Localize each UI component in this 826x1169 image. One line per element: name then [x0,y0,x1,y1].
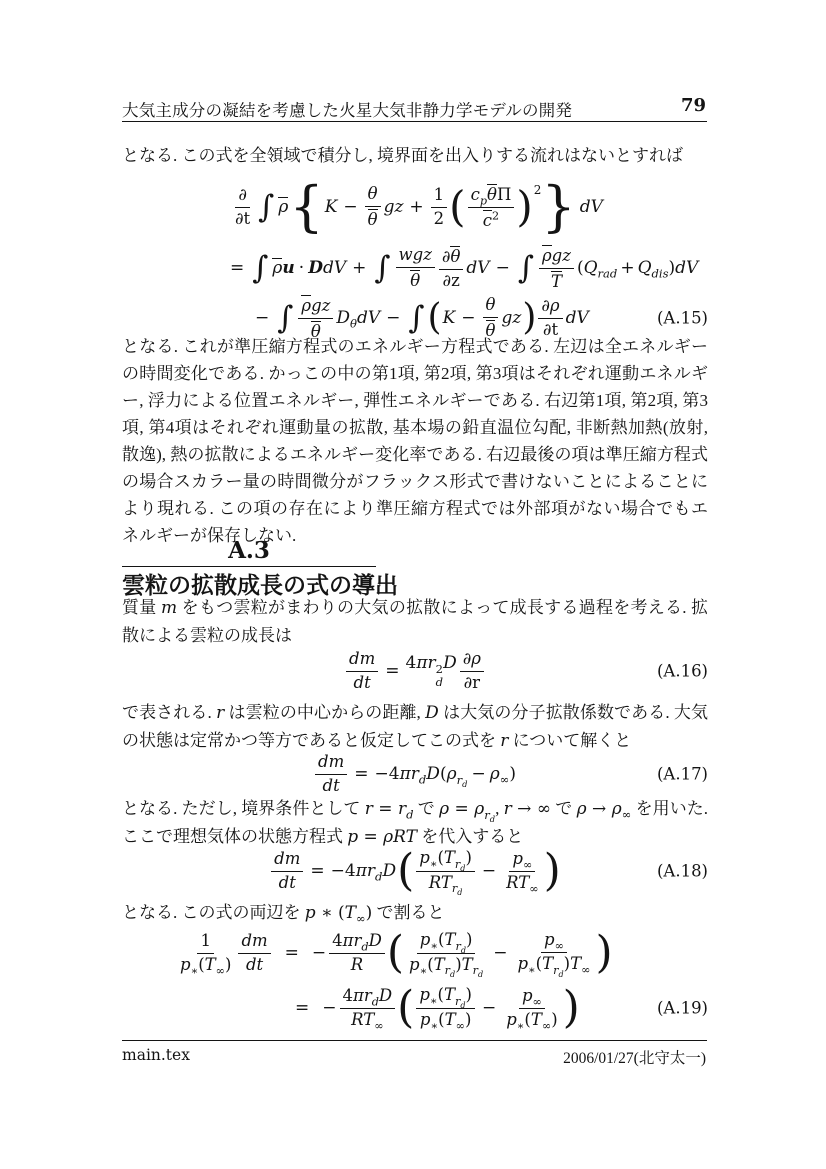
paragraph-text: , [495,799,504,818]
math-symbol: DdV [308,258,347,278]
math-inline: p = ρRT [347,827,418,847]
header-page-number: 79 [680,95,706,116]
math-subscript: ∞ [355,911,366,926]
equation-label-a15: (A.15) [656,308,708,328]
math-fraction: $\frac{p_\infty}{p_∗(T_{r_d})T_\infty}$ [517,930,591,979]
math-symbol: gz [501,308,522,328]
footer-filename: main.tex [122,1046,190,1064]
math-symbol: $D_\theta dV$ [336,308,381,331]
math-operator: − [493,943,508,963]
math-fraction: $\frac{\partial}{\partial t}$ [235,184,251,228]
math-operator: + [409,197,424,217]
paragraph-text: をもつ雲粒がまわりの大気の拡散によって成長する過程を考える. 拡散による雲粒の成長は [122,598,709,645]
equation-a18 [122,843,708,899]
section-title: 雲粒の拡散成長の式の導出 [122,572,398,598]
math-inline: p [304,903,316,923]
equation-a19-line1: $\frac{1}{p_∗(T_\infty)}$ $\frac{dm}{dt}$ = − $\frac{4\pi r_dD}{R}$ ( $\frac{p_∗(T_{r_d})}{p_∗(T_{r_d})T_{r_d}}$ − $\frac{p_\infty}{p_∗(T_{r_d})T_\infty}$ ) [122,926,708,980]
equation-a17-line [122,751,708,797]
section-heading [122,537,398,600]
equation-label-a16: (A.16) [656,661,708,681]
math-symbol: K [442,308,456,328]
equation-a15-line2: = ∫ ρu · DdV + ∫ $\frac{\text{wgz}}{\theta}$ $\frac{\partial\theta}{\partial z}$ dV − ∫ $\frac{\text{ρgz}}{T}$ $(Q_{rad} + Q_{dis})dV$ [230,244,699,291]
equation-a16 [122,646,708,696]
math-symbol: dV [466,258,490,278]
math-fraction: $\frac{p_∗(T_{r_d})}{p_∗(T_{r_d})T_{r_d}}$ [409,930,484,979]
math-subscript: ∞ [621,807,632,822]
math-operator: + [352,258,367,278]
math-fraction: $\frac{\text{wgz}}{\theta}$ [396,246,435,291]
header-rule [122,121,707,122]
equation-a15-line3: − ∫ $\frac{\text{ρgz}}{\theta}$ $D_\theta dV$ − ∫ ( K − $\frac{\theta}{\theta}$ gz ) $\frac{\partial\rho}{\partial t}$ dV (A.15) [255,294,708,341]
math-fraction: $\frac{\text{ρgz}}{\theta}$ [298,295,333,342]
math-operator: − [386,308,401,328]
math-symbol: $-4\pi r_dD(\rho_{r_d} - \rho_\infty)$ [374,764,516,789]
header-title: 大気主成分の凝結を考慮した火星大気非静力学モデルの開発 [122,101,573,120]
paragraph-text: で [551,799,577,818]
math-operator: = [295,998,310,1018]
paragraph-text: となる. これが準圧縮方程式のエネルギー方程式である. 左辺は全エネルギーの時間変化である. かっこの中の第1項, 第2項, 第3項はそれぞれ運動エネルギー, 浮力による位置エネルギー, 弾性エネルギーである. 右辺第1項, 第2項, 第3項, 第4項はそれぞれ運動量の拡散, 基本場の鉛直温位勾配, 非断熱加熱(放射, 散逸), 熱の拡散によるエネルギー変化率である. 右辺最後の項は準圧縮方程式の場合スカラー量の時間微分がフラックス形式で書けないことによることにより現れる. この項の存在により準圧縮方程式では外部項がない場合でもエネルギーが保存しない. [122,337,708,545]
math-operator: − [461,308,476,328]
math-operator: = [385,661,400,681]
math-symbol: $-4\pi r_dD$ [330,861,397,884]
math-fraction: $\frac{\partial\rho}{\partial r}$ [460,650,484,693]
math-symbol: ρ [278,197,289,217]
math-inline: → ∞ [511,799,552,819]
math-symbol: gz [383,197,404,217]
paragraph-3 [122,594,708,649]
paragraph-text: を用いた. ここで理想気体の状態方程式 [122,799,709,846]
math-fraction: $\frac{\partial\theta}{\partial z}$ [439,246,463,291]
math-operator: − [255,308,270,328]
paragraph-text: は大気の分子拡散係数である. 大気の状態は定常かつ等方であると仮定してこの式を [122,703,709,750]
footer-rule [122,1040,707,1041]
math-exponent: 2 [533,183,542,197]
paragraph-text: を代入すると [417,827,524,846]
math-operator: − [481,998,497,1018]
math-fraction: $\frac{dm}{dt}$ [315,753,347,796]
math-operator: − [311,943,327,963]
math-operator: − [322,998,337,1018]
math-fraction: $\frac{4\pi r_dD}{R}$ [329,932,385,975]
math-subscript: d [406,807,414,822]
equation-a15-line1: $\frac{\partial}{\partial t}$ ∫ ρ { K − $\frac{\theta}{\theta}$ gz + $\frac{1}{2}$ ( $\frac{c_p\theta\Pi}{c^2}$ ) 2 } dV [122,176,708,238]
math-fraction: $\frac{c_p\theta\Pi}{c^2}$ [468,184,515,231]
math-operator: = [284,943,299,963]
math-inline: r [503,799,512,819]
math-fraction: $\frac{\theta}{\theta}$ [483,296,499,341]
math-inline: T [344,903,356,923]
equation-label-a19: (A.19) [656,998,708,1018]
paragraph-text: 質量 [122,598,162,617]
section-number: A.3 [122,537,376,567]
equation-a18-line: $\frac{dm}{dt}$ = $-4\pi r_dD$ ( $\frac{p_∗(T_{r_d})}{RT_{r_d}}$ − $\frac{p_\infty}{RT_\infty}$ ) (A.18) [122,843,708,899]
math-symbol: K [324,197,338,217]
paragraph-text: で表される. [122,703,217,722]
math-operator: = [310,861,325,881]
math-inline: ) [365,903,373,923]
paragraph-6 [122,899,708,927]
math-fraction: $\frac{4\pi r_dD}{RT_\infty}$ [340,987,396,1030]
math-fraction: $\frac{1}{2}$ [431,186,448,229]
paragraph-4 [122,699,708,755]
math-fraction: $\frac{p_\infty}{p_∗(T_\infty)}$ [506,985,558,1032]
equation-a19-line2: = − $\frac{4\pi r_dD}{RT_\infty}$ ( $\frac{p_∗(T_{r_d})}{p_∗(T_\infty)}$ − $\frac{p_\infty}{p_∗(T_\infty)}$ ) (A.19) [295,982,708,1033]
math-inline: ∗ ( [315,903,345,923]
math-symbol: $(Q_{rad} + Q_{dis})dV$ [576,258,699,281]
math-symbol: dV [579,197,603,217]
paragraph-text: について解くと [508,731,632,750]
math-inline: D [425,703,439,723]
paragraph-text: で [413,799,440,818]
math-fraction: $\frac{\text{ρgz}}{T}$ [539,245,574,292]
math-symbol: 4πr 2 d D [405,653,457,690]
math-fraction: $\frac{dm}{dt}$ [346,650,378,693]
math-subscript: rd [484,807,496,824]
equation-label-a18: (A.18) [656,861,708,881]
equation-a19 [122,926,708,1034]
math-fraction: $\frac{p_∗(T_{r_d})}{p_∗(T_\infty)}$ [416,986,475,1029]
math-symbol: ρu [272,258,295,278]
paragraph-text: となる. この式を全領域で積分し, 境界面を出入りする流れはないとすれば [122,146,683,165]
math-operator: − [495,258,510,278]
math-inline: r [500,731,509,751]
paragraph-text: で割ると [372,903,445,922]
math-operator: = [354,764,369,784]
equation-a17 [122,751,708,797]
math-inline: r [216,703,225,723]
math-fraction: $\frac{p_\infty}{RT_\infty}$ [506,848,539,895]
math-fraction: $\frac{p_∗(T_{r_d})}{RT_{r_d}}$ [416,849,475,893]
paragraph-text: となる. この式の両辺を [122,903,305,922]
equation-a16-line [122,646,708,696]
math-inline: m [161,598,178,618]
paragraph-1 [122,142,708,169]
math-operator: = [230,258,245,278]
paragraph-2 [122,333,708,549]
equation-label-a17: (A.17) [656,764,708,784]
math-inline: r = r [364,799,407,819]
math-inline: → [586,799,612,819]
math-fraction: $\frac{\partial\rho}{\partial t}$ [538,297,562,340]
math-inline: ρ [576,799,587,819]
math-fraction: $\frac{dm}{dt}$ [271,850,303,893]
math-fraction: $\frac{dm}{dt}$ [238,932,270,975]
math-operator: − [481,861,497,881]
math-operator: · [298,258,305,278]
math-inline: ρ = ρ [439,799,485,819]
math-fraction: $\frac{\theta}{\theta}$ [365,185,381,230]
footer-date: 2006/01/27(北守太一) [563,1050,706,1067]
math-operator: − [343,197,358,217]
math-symbol: dV [565,308,589,328]
paragraph-text: は雲粒の中心からの距離, [224,703,426,722]
math-inline: ρ [611,799,622,819]
equation-a15 [122,176,708,342]
paragraph-text: となる. ただし, 境界条件として [122,799,365,818]
math-fraction: $\frac{1}{p_∗(T_\infty)}$ [180,930,232,977]
